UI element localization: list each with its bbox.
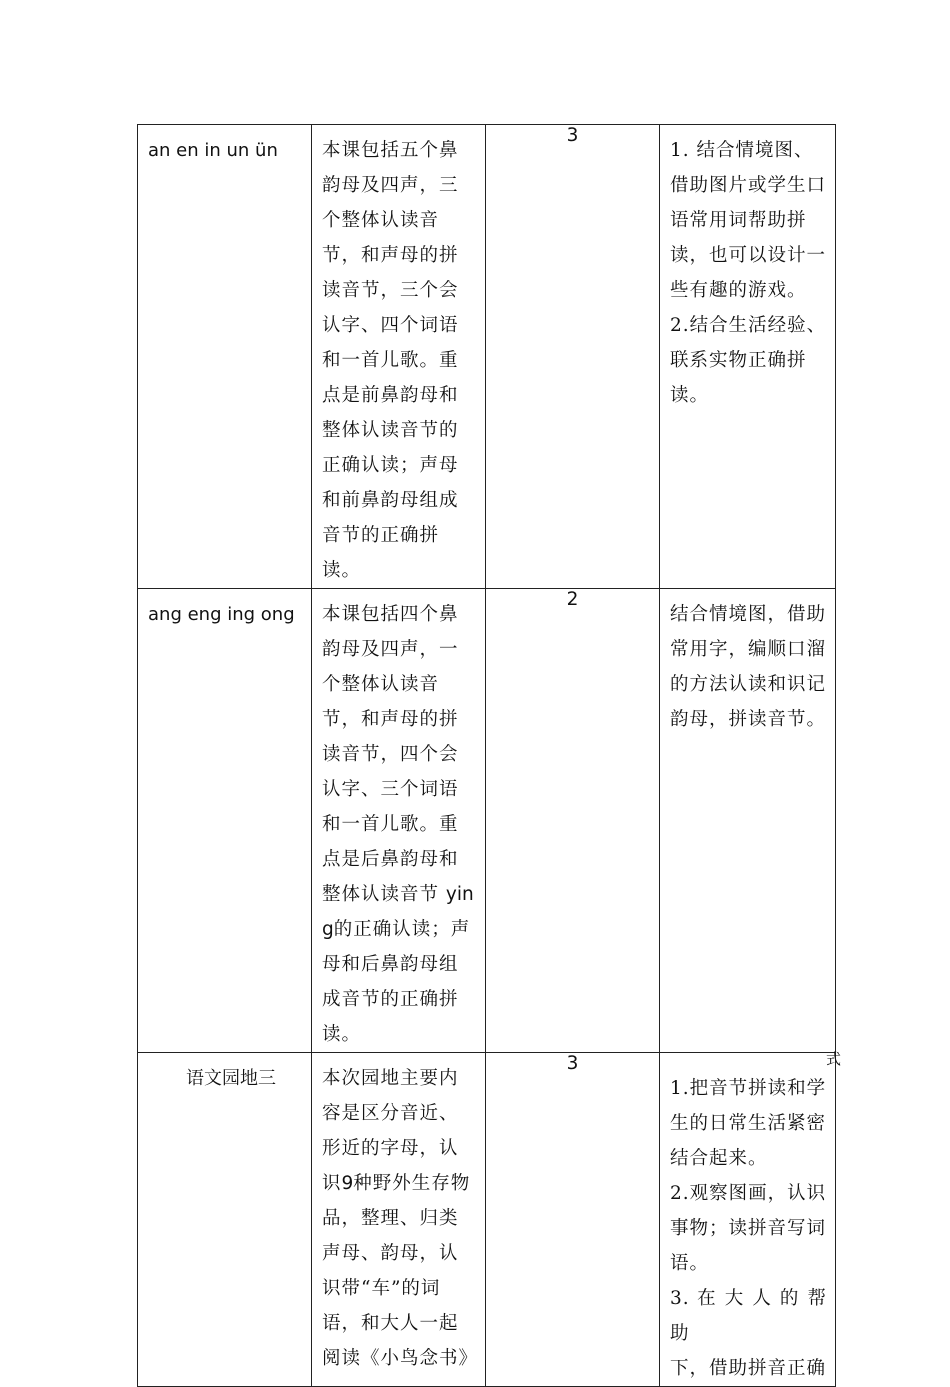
lesson-name: ang eng ing ong (148, 604, 295, 625)
method-line: 2.结合生活经验、联系实物正确拼读。 (670, 315, 827, 406)
content-pinyin: ying (322, 884, 474, 940)
method-cell (660, 1050, 841, 1387)
lesson-name-cell (138, 589, 312, 1053)
method-line: 1. 结合情境图、借助图片或学生口语常用词帮助拼读，也可以设计一些有趣的游戏。 (670, 140, 827, 301)
hours-cell (486, 589, 660, 1053)
class-hours: 2 (566, 589, 579, 610)
lesson-content: 本课包括五个鼻韵母及四声，三个整体认读音节，和声母的拼读音节，三个会认字、四个词语和一首儿歌。重点是前鼻韵母和整体认读音节的正确认读；声母和前鼻韵母组成音节的正确拼读。 (322, 140, 459, 581)
content-text: 种野外生存物品，整理、归类声母、韵母，认识带“车”的词语，和大人一起阅读《小鸟念书》 (322, 1173, 479, 1369)
method-line: 1.把音节拼读和学生的日常生活紧密结合起来。 (670, 1078, 827, 1169)
lesson-content (312, 1053, 485, 1376)
method-line: 结合情境图，借助常用字，编顺口溜的方法认读和识记韵母，拼读音节。 (670, 604, 827, 730)
overflow-text: 式 (825, 1050, 841, 1068)
table-row (138, 125, 836, 589)
content-text: 本课包括四个鼻韵母及四声，一个整体认读音节，和声母的拼读音节，四个会认字、三个词语和一首儿歌。重点是后鼻韵母和整体认读音节 (322, 604, 459, 905)
method-line: 下，借助拼音正确 (670, 1358, 827, 1379)
hours-cell (486, 1053, 660, 1387)
lesson-content (312, 589, 485, 1052)
method-cell (660, 125, 836, 589)
lesson-name-cell (138, 1053, 312, 1387)
content-cell (312, 589, 486, 1053)
hours-cell (486, 125, 660, 589)
content-number: 9 (341, 1173, 354, 1194)
content-cell (312, 125, 486, 589)
method-cell (660, 589, 836, 1053)
lesson-name-cell (138, 125, 312, 589)
method-line: 3. 在 大 人 的 帮 助 (670, 1288, 827, 1344)
lesson-name: an en in un ün (148, 140, 278, 161)
class-hours: 3 (566, 1053, 579, 1074)
method-line: 2.观察图画，认识事物；读拼音写词语。 (670, 1183, 827, 1274)
table-row (138, 1053, 836, 1387)
content-text: 的正确认读；声母和后鼻韵母组成音节的正确拼读。 (322, 919, 471, 1045)
content-cell (312, 1053, 486, 1387)
content-text: 本次园地主要内容是区分音近、形近的字母，认识 (322, 1068, 459, 1194)
class-hours: 3 (566, 125, 579, 146)
lesson-name: 语文园地三 (186, 1068, 276, 1089)
lesson-plan-table (137, 124, 841, 1387)
table-row (138, 589, 836, 1053)
